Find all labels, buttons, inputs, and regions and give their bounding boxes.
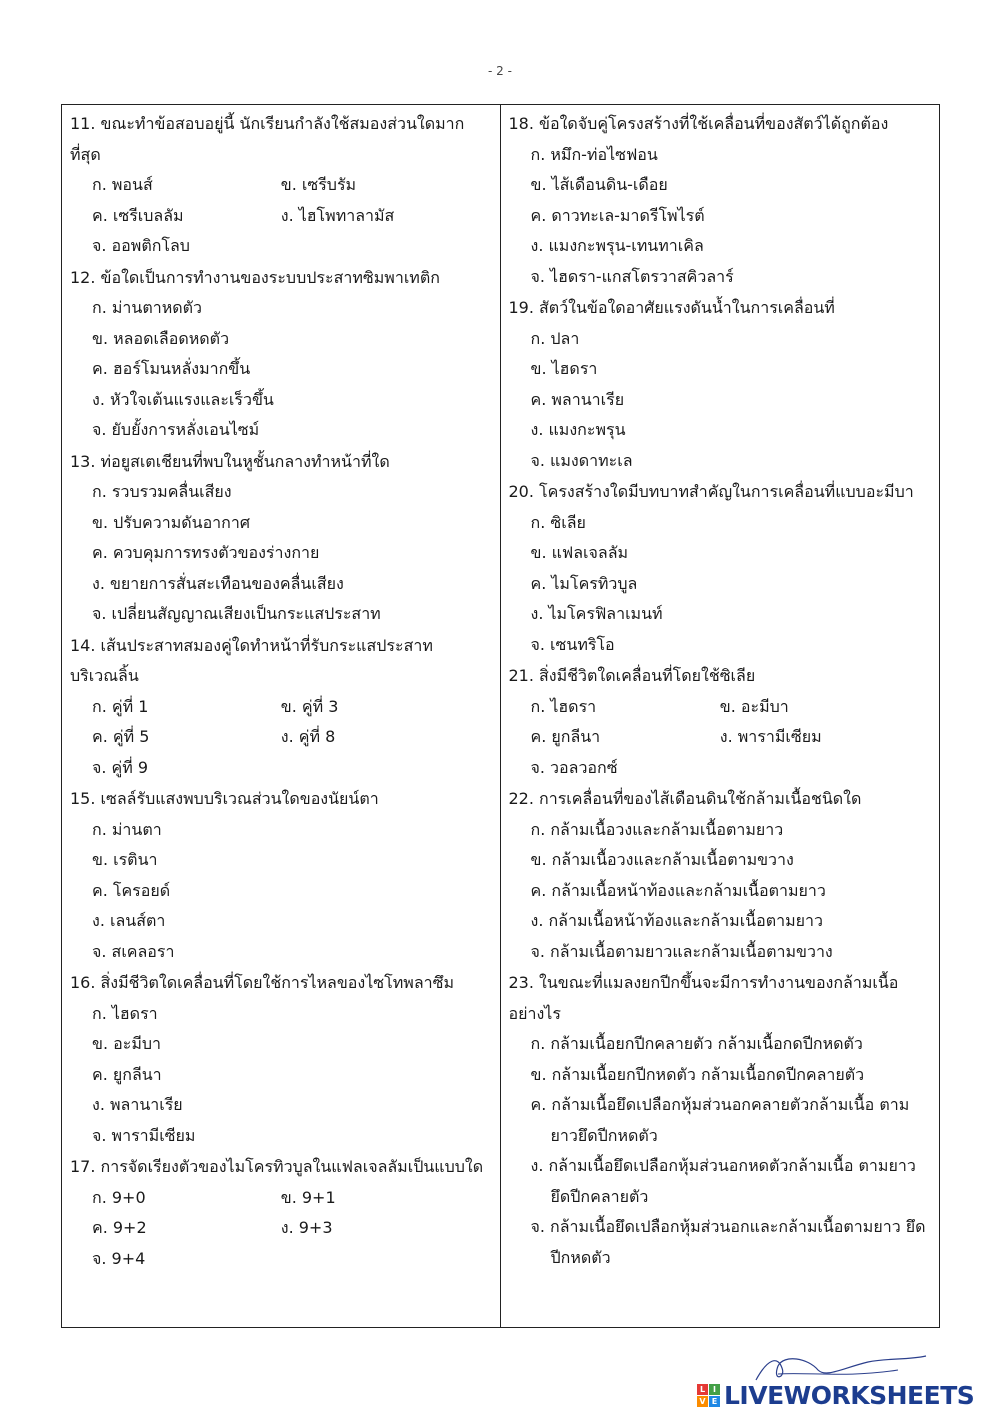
answer-option[interactable]: ง. กล้ามเนื้อหน้าท้องและกล้ามเนื้อตามยาว bbox=[530, 911, 823, 930]
question-text: 18. ข้อใดจับคู่โครงสร้างที่ใช้เคลื่อนที่ของสัตว์ได้ถูกต้อง bbox=[508, 114, 889, 133]
answer-option[interactable]: ค. ยูกลีนา bbox=[530, 727, 601, 746]
answer-option[interactable]: ข. แฟลเจลลัม bbox=[530, 543, 629, 562]
answer-option[interactable]: ก. กล้ามเนื้อวงและกล้ามเนื้อตามยาว bbox=[530, 819, 784, 839]
answer-option[interactable]: จ. พารามีเซียม bbox=[92, 1125, 196, 1145]
question-text: 17. การจัดเรียงตัวของไมโครทิวบูลในแฟลเจลลัมเป็นแบบใด bbox=[70, 1157, 484, 1176]
question-text: 16. สิ่งมีชีวิตใดเคลื่อนที่โดยใช้การไหลของไซโทพลาซึม bbox=[70, 973, 455, 992]
answer-option[interactable]: ค. กล้ามเนื้อหน้าท้องและกล้ามเนื้อตามยาว bbox=[530, 880, 826, 900]
question-text: 15. เซลล์รับแสงพบบริเวณส่วนใดของนัยน์ตา bbox=[70, 789, 379, 808]
logo-letter: L bbox=[697, 1384, 708, 1395]
answer-option[interactable]: ง. ไฮโพทาลามัส bbox=[280, 205, 395, 225]
answer-options bbox=[70, 1183, 492, 1244]
answer-option[interactable]: ค. เซรีเบลลัม bbox=[92, 205, 184, 225]
answer-option[interactable]: ง. กล้ามเนื้อยึดเปลือกหุ้มส่วนอกหดตัวกล้ามเนื้อ ตามยาวยึดปีกคลายตัว bbox=[530, 1156, 916, 1206]
answer-option[interactable]: ก. หมึก-ท่อไซฟอน bbox=[530, 144, 658, 164]
answer-option[interactable]: ง. 9+3 bbox=[280, 1218, 333, 1237]
answer-option[interactable]: ข. กล้ามเนื้อยกปีกหดตัว กล้ามเนื้อกดปีกคลายตัว bbox=[530, 1064, 865, 1084]
left-column bbox=[62, 105, 501, 1327]
question-block bbox=[509, 293, 932, 476]
answer-option[interactable]: ง. แมงกะพรุน bbox=[530, 420, 626, 439]
answer-option[interactable]: ก. ไฮดรา bbox=[92, 1003, 158, 1023]
answer-option[interactable]: ค. ไมโครทิวบูล bbox=[530, 573, 638, 593]
answer-option[interactable]: ก. ม่านตา bbox=[92, 819, 162, 839]
question-text: 11. ขณะทำข้อสอบอยู่นี้ นักเรียนกำลังใช้สมองส่วนใดมาก ที่สุด bbox=[70, 114, 465, 164]
question-block bbox=[509, 109, 932, 292]
answer-option[interactable]: ก. ซิเลีย bbox=[530, 512, 586, 532]
answer-option[interactable]: ง. ไมโครฟิลาเมนท์ bbox=[530, 604, 663, 623]
question-block bbox=[70, 447, 492, 630]
answer-option[interactable]: ค. โครอยด์ bbox=[92, 880, 171, 900]
answer-option[interactable]: ง. พารามีเซียม bbox=[719, 727, 822, 746]
page-number: - 2 - bbox=[488, 64, 512, 78]
question-block bbox=[70, 631, 492, 784]
answer-option[interactable]: ค. กล้ามเนื้อยึดเปลือกหุ้มส่วนอกคลายตัวกล้ามเนื้อ ตามยาวยึดปีกหดตัว bbox=[530, 1095, 910, 1145]
logo-letter: V bbox=[697, 1396, 708, 1407]
answer-option[interactable]: ข. คู่ที่ 3 bbox=[280, 696, 339, 716]
answer-option[interactable]: ข. 9+1 bbox=[280, 1187, 336, 1207]
answer-option[interactable]: จ. ออพติกโลบ bbox=[92, 236, 190, 255]
answer-option[interactable]: ค. ควบคุมการทรงตัวของร่างกาย bbox=[92, 543, 320, 562]
answer-option[interactable]: จ. ยับยั้งการหลั่งเอนไซม์ bbox=[92, 420, 260, 439]
answer-option[interactable]: ง. เลนส์ตา bbox=[92, 911, 166, 930]
answer-option[interactable]: ก. พอนส์ bbox=[92, 175, 153, 194]
answer-option[interactable]: ข. กล้ามเนื้อวงและกล้ามเนื้อตามขวาง bbox=[530, 850, 794, 869]
answer-option[interactable]: จ. แมงดาทะเล bbox=[530, 450, 633, 470]
liveworksheets-brand bbox=[697, 1381, 974, 1410]
answer-option[interactable]: ค. 9+2 bbox=[92, 1218, 147, 1237]
question-text: 21. สิ่งมีชีวิตใดเคลื่อนที่โดยใช้ซิเลีย bbox=[508, 666, 756, 685]
liveworksheets-logo-icon bbox=[697, 1384, 720, 1407]
question-text: 23. ในขณะที่แมลงยกปีกขึ้นจะมีการทำงานของกล้ามเนื้อ อย่างไร bbox=[508, 973, 899, 1023]
answer-option[interactable]: ข. ไส้เดือนดิน-เดือย bbox=[530, 175, 668, 194]
answer-option[interactable]: ค. พลานาเรีย bbox=[530, 389, 625, 409]
question-text: 14. เส้นประสาทสมองคู่ใดทำหน้าที่รับกระแสประสาท บริเวณลิ้น bbox=[70, 635, 433, 685]
question-block bbox=[509, 784, 932, 967]
question-text: 22. การเคลื่อนที่ของไส้เดือนดินใช้กล้ามเนื้อชนิดใด bbox=[508, 789, 862, 808]
answer-option[interactable]: ก. ม่านตาหดตัว bbox=[92, 298, 203, 317]
question-block bbox=[509, 661, 932, 783]
answer-option[interactable]: ง. พลานาเรีย bbox=[92, 1095, 183, 1114]
question-block bbox=[70, 968, 492, 1151]
question-block bbox=[70, 1152, 492, 1274]
answer-option[interactable]: ง. หัวใจเต้นแรงและเร็วขึ้น bbox=[92, 389, 274, 409]
answer-options bbox=[70, 170, 492, 231]
answer-option[interactable]: จ. สเคลอรา bbox=[92, 941, 175, 961]
answer-option[interactable]: ค. คู่ที่ 5 bbox=[92, 727, 150, 746]
question-block bbox=[70, 784, 492, 967]
answer-option[interactable]: ง. คู่ที่ 8 bbox=[280, 727, 336, 746]
question-block bbox=[509, 968, 932, 1273]
answer-option[interactable]: ก. ปลา bbox=[530, 328, 580, 348]
answer-option[interactable]: ง. ขยายการสั่นสะเทือนของคลื่นเสียง bbox=[92, 573, 344, 593]
logo-letter: I bbox=[709, 1384, 720, 1395]
answer-option[interactable]: ข. ปรับความดันอากาศ bbox=[92, 512, 250, 532]
question-block bbox=[70, 263, 492, 446]
answer-option[interactable]: ง. แมงกะพรุน-เทนทาเคิล bbox=[530, 236, 704, 255]
question-block bbox=[70, 109, 492, 262]
exam-table bbox=[61, 104, 940, 1328]
answer-option[interactable]: ข. อะมีบา bbox=[92, 1034, 161, 1053]
question-text: 20. โครงสร้างใดมีบทบาทสำคัญในการเคลื่อนที่แบบอะมีบา bbox=[508, 482, 914, 501]
right-column bbox=[501, 105, 940, 1327]
answer-option[interactable]: จ. กล้ามเนื้อตามยาวและกล้ามเนื้อตามขวาง bbox=[530, 941, 833, 961]
answer-options bbox=[70, 692, 492, 753]
answer-option[interactable]: จ. กล้ามเนื้อยึดเปลือกหุ้มส่วนอกและกล้ามเนื้อตามยาว ยึดปีกหดตัว bbox=[530, 1217, 926, 1267]
answer-option[interactable]: ข. ไฮดรา bbox=[530, 359, 598, 378]
answer-option[interactable]: ข. เรตินา bbox=[92, 850, 158, 869]
answer-option[interactable]: ก. คู่ที่ 1 bbox=[92, 696, 149, 716]
answer-option[interactable]: จ. คู่ที่ 9 bbox=[92, 757, 149, 777]
answer-option[interactable]: ก. กล้ามเนื้อยกปีกคลายตัว กล้ามเนื้อกดปีกหดตัว bbox=[530, 1034, 863, 1053]
answer-option[interactable]: ค. ฮอร์โมนหลั่งมากขึ้น bbox=[92, 359, 251, 378]
answer-option[interactable]: ข. เซรีบรัม bbox=[280, 175, 357, 194]
answer-option[interactable]: ก. รวบรวมคลื่นเสียง bbox=[92, 482, 232, 501]
answer-option[interactable]: จ. วอลวอกซ์ bbox=[530, 757, 618, 777]
answer-option[interactable]: จ. เซนทริโอ bbox=[530, 634, 615, 654]
answer-option[interactable]: ค. ดาวทะเล-มาดรีโพไรต์ bbox=[530, 205, 705, 225]
answer-option[interactable]: จ. เปลี่ยนสัญญาณเสียงเป็นกระแสประสาท bbox=[92, 604, 381, 623]
answer-option[interactable]: จ. ไฮดรา-แกสโตรวาสคิวลาร์ bbox=[530, 266, 734, 286]
answer-option[interactable]: ก. 9+0 bbox=[92, 1187, 146, 1207]
question-text: 13. ท่อยูสเตเชียนที่พบในหูชั้นกลางทำหน้าที่ใด bbox=[70, 451, 390, 471]
liveworksheets-wordmark: LIVEWORKSHEETS bbox=[724, 1381, 975, 1410]
question-text: 12. ข้อใดเป็นการทำงานของระบบประสาทซิมพาเทติก bbox=[70, 267, 440, 287]
answer-option[interactable]: ข. อะมีบา bbox=[719, 696, 789, 716]
answer-option[interactable]: ก. ไฮดรา bbox=[530, 696, 597, 716]
question-block bbox=[509, 477, 932, 660]
question-text: 19. สัตว์ในข้อใดอาศัยแรงดันน้ำในการเคลื่อนที่ bbox=[508, 298, 835, 317]
answer-option[interactable]: ค. ยูกลีนา bbox=[92, 1064, 162, 1084]
answer-option[interactable]: จ. 9+4 bbox=[92, 1248, 146, 1268]
answer-option[interactable]: ข. หลอดเลือดหดตัว bbox=[92, 328, 230, 348]
logo-letter: E bbox=[709, 1396, 720, 1407]
answer-options bbox=[509, 692, 932, 753]
